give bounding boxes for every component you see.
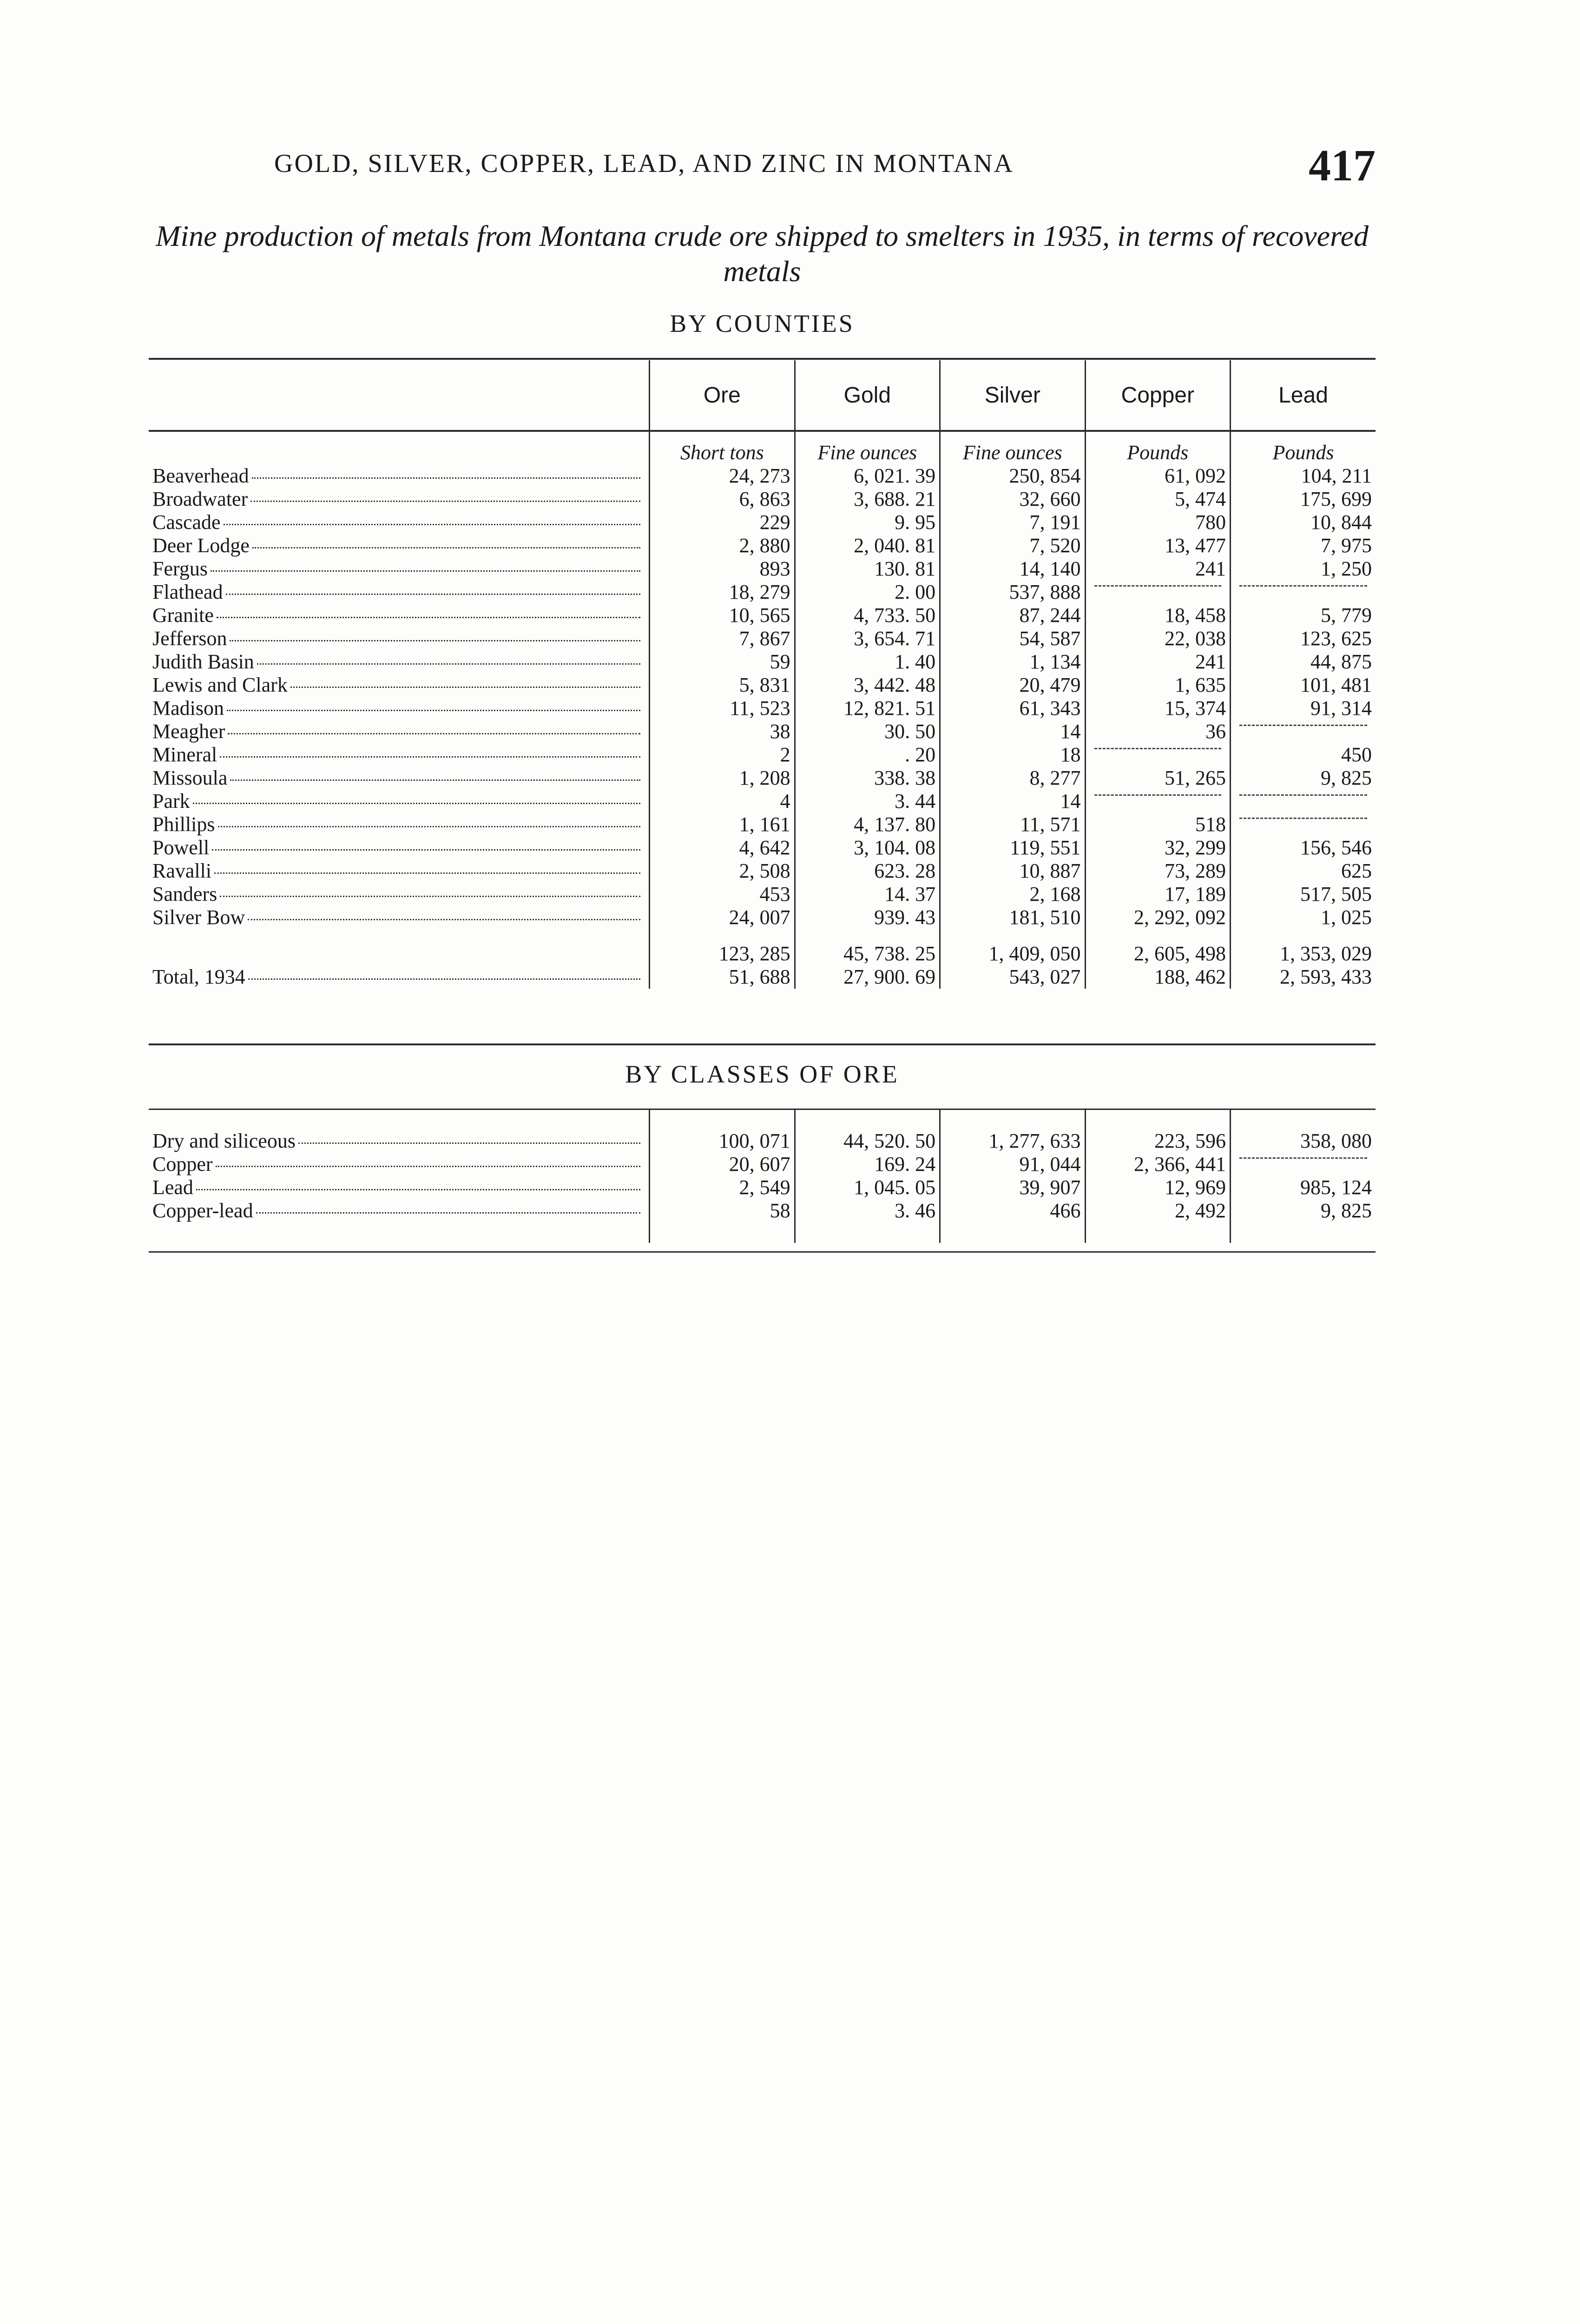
cell-gold: 3, 104. 08 [795,836,940,859]
cell-lead: 1, 353, 029 [1231,942,1376,965]
cell-ore: 58 [650,1199,795,1222]
cell-lead: 985, 124 [1231,1176,1376,1199]
row-label-text: Flathead [152,581,223,603]
table-bottom-rule [149,1251,1376,1253]
empty-dash [1239,725,1367,726]
cell-silver: 1, 409, 050 [940,942,1085,965]
row-label [149,557,650,581]
cell-copper: 13, 477 [1085,534,1230,557]
cell-lead [1231,813,1376,836]
cell-lead: 5, 779 [1231,604,1376,627]
cell-ore: 893 [650,557,795,581]
row-label [149,511,650,534]
row-label-text: Phillips [152,813,215,836]
row-label-text: Copper-lead [152,1199,253,1222]
cell-copper: 2, 366, 441 [1085,1153,1230,1176]
cell-gold: 2, 040. 81 [795,534,940,557]
cell-silver: 7, 191 [940,511,1085,534]
leader-dots [256,1212,641,1214]
empty-dash [1239,585,1367,587]
classes-body [149,1110,1376,1243]
cell-ore: 51, 688 [650,965,795,989]
page-header [149,139,1376,195]
cell-lead: 101, 481 [1231,673,1376,697]
cell-copper: 241 [1085,557,1230,581]
cell-gold: 169. 24 [795,1153,940,1176]
cell-lead: 9, 825 [1231,766,1376,790]
cell-gold: 30. 50 [795,720,940,743]
class-row-lead [149,1176,1376,1199]
leader-dots [230,640,640,641]
row-label [149,1153,650,1176]
row-label [149,790,650,813]
cell-lead: 1, 250 [1231,557,1376,581]
row-label [149,720,650,743]
row-label [149,836,650,859]
row-label-text: Beaverhead [152,464,249,487]
cell-silver: 87, 244 [940,604,1085,627]
county-row-broadwater [149,488,1376,511]
counties-table [149,360,1376,989]
leader-dots [252,547,640,548]
unit-gold: Fine ounces [795,431,940,464]
cell-gold: 3. 46 [795,1199,940,1222]
cell-lead [1231,720,1376,743]
cell-ore: 5, 831 [650,673,795,697]
column-header-lead: Lead [1231,360,1376,431]
cell-ore: 24, 007 [650,906,795,929]
row-label [149,743,650,766]
units-row [149,431,1376,464]
class-row-copper-lead [149,1199,1376,1222]
empty-dash [1239,794,1367,796]
county-row-cascade [149,511,1376,534]
column-header-ore: Ore [650,360,795,431]
county-row-granite [149,604,1376,627]
cell-ore: 2, 880 [650,534,795,557]
cell-lead: 1, 025 [1231,906,1376,929]
row-label [149,942,650,965]
cell-copper: 780 [1085,511,1230,534]
county-row-silver-bow [149,906,1376,929]
cell-silver: 543, 027 [940,965,1085,989]
row-label-text: Silver Bow [152,906,245,929]
row-label [149,581,650,604]
row-label [149,488,650,511]
leader-dots [220,756,640,758]
cell-copper [1085,790,1230,813]
empty-dash [1239,1157,1367,1159]
cell-gold: . 20 [795,743,940,766]
leader-dots [227,710,640,711]
row-label [149,464,650,488]
county-row-judith-basin [149,650,1376,673]
row-label-text: Judith Basin [152,650,254,673]
row-label [149,883,650,906]
leader-dots [216,1166,641,1167]
county-row-park [149,790,1376,813]
leader-dots [228,733,640,734]
row-label [149,1129,650,1153]
class-row-copper [149,1153,1376,1176]
row-label [149,965,650,989]
cell-copper: 61, 092 [1085,464,1230,488]
empty-dash [1239,818,1367,819]
column-header-silver: Silver [940,360,1085,431]
row-label [149,627,650,650]
cell-ore: 6, 863 [650,488,795,511]
cell-ore: 4, 642 [650,836,795,859]
county-row-missoula [149,766,1376,790]
leader-dots [224,524,641,525]
cell-ore: 11, 523 [650,697,795,720]
cell-copper: 36 [1085,720,1230,743]
total-row-total [149,942,1376,965]
cell-gold: 44, 520. 50 [795,1129,940,1153]
classes-table [149,1110,1376,1243]
leader-dots [250,501,640,502]
cell-lead: 175, 699 [1231,488,1376,511]
row-label [149,604,650,627]
cell-silver: 8, 277 [940,766,1085,790]
cell-gold: 9. 95 [795,511,940,534]
unit-copper: Pounds [1085,431,1230,464]
row-label-text: Mineral [152,743,217,766]
cell-silver: 10, 887 [940,859,1085,883]
cell-ore: 1, 161 [650,813,795,836]
cell-lead: 7, 975 [1231,534,1376,557]
row-label-text: Lewis and Clark [152,673,288,696]
cell-gold: 45, 738. 25 [795,942,940,965]
units-stub [149,431,650,464]
cell-copper: 188, 462 [1085,965,1230,989]
cell-ore: 229 [650,511,795,534]
classes-bottom-spacer [149,1222,1376,1243]
cell-gold: 4, 733. 50 [795,604,940,627]
county-row-madison [149,697,1376,720]
row-label-text: Deer Lodge [152,534,250,557]
cell-silver: 32, 660 [940,488,1085,511]
cell-copper: 32, 299 [1085,836,1230,859]
county-row-powell [149,836,1376,859]
row-label-text: Lead [152,1176,193,1199]
row-label-text: Powell [152,836,210,859]
cell-lead: 91, 314 [1231,697,1376,720]
cell-lead: 104, 211 [1231,464,1376,488]
cell-silver: 2, 168 [940,883,1085,906]
cell-silver: 14, 140 [940,557,1085,581]
cell-ore: 100, 071 [650,1129,795,1153]
column-header-row [149,360,1376,431]
cell-ore: 20, 607 [650,1153,795,1176]
leader-dots [252,477,640,479]
cell-ore: 123, 285 [650,942,795,965]
cell-copper: 241 [1085,650,1230,673]
cell-lead: 44, 875 [1231,650,1376,673]
table-top-rule [149,358,1376,360]
leader-dots [220,896,640,897]
cell-lead [1231,581,1376,604]
row-label-text: Sanders [152,883,217,905]
cell-gold: 1. 40 [795,650,940,673]
counties-bottom-rule [149,1043,1376,1045]
empty-dash [1094,585,1221,587]
cell-silver: 119, 551 [940,836,1085,859]
county-row-phillips [149,813,1376,836]
row-label [149,1199,650,1222]
stub-header [149,360,650,431]
unit-lead: Pounds [1231,431,1376,464]
page-number: 417 [1309,140,1376,190]
county-row-sanders [149,883,1376,906]
row-label [149,673,650,697]
cell-silver: 14 [940,720,1085,743]
county-row-meagher [149,720,1376,743]
county-row-beaverhead [149,464,1376,488]
cell-lead: 517, 505 [1231,883,1376,906]
cell-ore: 2 [650,743,795,766]
cell-lead: 2, 593, 433 [1231,965,1376,989]
row-label-text: Fergus [152,557,208,580]
cell-gold: 27, 900. 69 [795,965,940,989]
county-row-mineral [149,743,1376,766]
cell-lead: 625 [1231,859,1376,883]
cell-copper [1085,581,1230,604]
table-caption: Mine production of metals from Montana crude ore shipped to smelters in 1935, in terms of recovered metals [156,219,1369,288]
cell-copper: 1, 635 [1085,673,1230,697]
cell-silver: 20, 479 [940,673,1085,697]
leader-dots [248,978,640,980]
empty-dash [1094,748,1221,749]
cell-silver: 466 [940,1199,1085,1222]
section-heading-counties: BY COUNTIES [670,310,855,337]
row-label-text: Ravalli [152,859,212,882]
cell-copper: 15, 374 [1085,697,1230,720]
cell-gold: 3, 688. 21 [795,488,940,511]
unit-ore: Short tons [650,431,795,464]
leader-dots [196,1189,640,1190]
cell-copper: 17, 189 [1085,883,1230,906]
counties-body [149,431,1376,989]
leader-dots [257,663,640,665]
row-label [149,766,650,790]
row-label-text: Dry and siliceous [152,1129,296,1152]
column-header-copper: Copper [1085,360,1230,431]
cell-gold: 939. 43 [795,906,940,929]
totals-spacer-row [149,929,1376,942]
cell-copper: 518 [1085,813,1230,836]
row-label-text: Total, 1934 [152,965,245,988]
cell-silver: 18 [940,743,1085,766]
cell-gold: 3, 442. 48 [795,673,940,697]
cell-ore: 7, 867 [650,627,795,650]
cell-silver: 1, 134 [940,650,1085,673]
county-row-ravalli [149,859,1376,883]
cell-copper: 2, 492 [1085,1199,1230,1222]
cell-silver: 39, 907 [940,1176,1085,1199]
row-label [149,534,650,557]
county-row-jefferson [149,627,1376,650]
row-label [149,906,650,929]
leader-dots [290,687,640,688]
row-label [149,813,650,836]
cell-ore: 2, 549 [650,1176,795,1199]
row-label-text: Madison [152,697,224,720]
cell-ore: 38 [650,720,795,743]
cell-lead: 156, 546 [1231,836,1376,859]
leader-dots [298,1142,640,1144]
row-label-text: Missoula [152,766,228,789]
cell-gold: 2. 00 [795,581,940,604]
cell-ore: 18, 279 [650,581,795,604]
cell-lead [1231,790,1376,813]
cell-gold: 130. 81 [795,557,940,581]
leader-dots [193,803,640,804]
cell-copper: 51, 265 [1085,766,1230,790]
cell-copper: 73, 289 [1085,859,1230,883]
cell-copper: 22, 038 [1085,627,1230,650]
cell-ore: 10, 565 [650,604,795,627]
cell-gold: 3. 44 [795,790,940,813]
row-label-text: Broadwater [152,488,248,510]
cell-ore: 1, 208 [650,766,795,790]
cell-copper: 223, 596 [1085,1129,1230,1153]
cell-silver: 91, 044 [940,1153,1085,1176]
cell-copper: 2, 292, 092 [1085,906,1230,929]
cell-silver: 537, 888 [940,581,1085,604]
cell-lead: 123, 625 [1231,627,1376,650]
cell-gold: 1, 045. 05 [795,1176,940,1199]
cell-lead: 450 [1231,743,1376,766]
row-label [149,859,650,883]
cell-lead: 10, 844 [1231,511,1376,534]
cell-gold: 338. 38 [795,766,940,790]
cell-gold: 12, 821. 51 [795,697,940,720]
cell-copper: 12, 969 [1085,1176,1230,1199]
leader-dots [211,570,640,572]
county-row-lewis-and-clark [149,673,1376,697]
cell-copper: 5, 474 [1085,488,1230,511]
empty-dash [1094,794,1221,796]
leader-dots [230,779,640,781]
row-label [149,1176,650,1199]
cell-silver: 14 [940,790,1085,813]
cell-ore: 24, 273 [650,464,795,488]
cell-gold: 4, 137. 80 [795,813,940,836]
cell-gold: 623. 28 [795,859,940,883]
cell-ore: 4 [650,790,795,813]
row-label-text: Jefferson [152,627,227,650]
county-row-fergus [149,557,1376,581]
cell-silver: 181, 510 [940,906,1085,929]
leader-dots [218,826,641,827]
cell-silver: 250, 854 [940,464,1085,488]
row-label-text: Granite [152,604,214,627]
cell-silver: 7, 520 [940,534,1085,557]
row-label [149,697,650,720]
cell-copper: 18, 458 [1085,604,1230,627]
cell-silver: 11, 571 [940,813,1085,836]
row-label-text: Park [152,790,190,812]
row-label [149,650,650,673]
cell-copper: 2, 605, 498 [1085,942,1230,965]
running-head: GOLD, SILVER, COPPER, LEAD, AND ZINC IN MONTANA [274,149,1014,178]
classes-spacer-row [149,1110,1376,1129]
section-heading-classes: BY CLASSES OF ORE [625,1060,899,1088]
cell-lead: 358, 080 [1231,1129,1376,1153]
cell-copper [1085,743,1230,766]
leader-dots [248,919,640,920]
cell-gold: 6, 021. 39 [795,464,940,488]
leader-dots [226,594,641,595]
cell-ore: 59 [650,650,795,673]
county-row-deer-lodge [149,534,1376,557]
class-row-dry-and-siliceous [149,1129,1376,1153]
row-label-text: Meagher [152,720,225,743]
total-row-total-1934 [149,965,1376,989]
unit-silver: Fine ounces [940,431,1085,464]
cell-ore: 453 [650,883,795,906]
leader-dots [214,872,640,874]
row-label-text: Copper [152,1153,213,1175]
leader-dots [217,617,640,618]
cell-silver: 54, 587 [940,627,1085,650]
cell-gold: 3, 654. 71 [795,627,940,650]
cell-silver: 61, 343 [940,697,1085,720]
county-row-flathead [149,581,1376,604]
cell-lead [1231,1153,1376,1176]
column-header-gold: Gold [795,360,940,431]
cell-gold: 14. 37 [795,883,940,906]
row-label-text: Cascade [152,511,221,534]
cell-ore: 2, 508 [650,859,795,883]
cell-lead: 9, 825 [1231,1199,1376,1222]
leader-dots [212,849,640,851]
cell-silver: 1, 277, 633 [940,1129,1085,1153]
